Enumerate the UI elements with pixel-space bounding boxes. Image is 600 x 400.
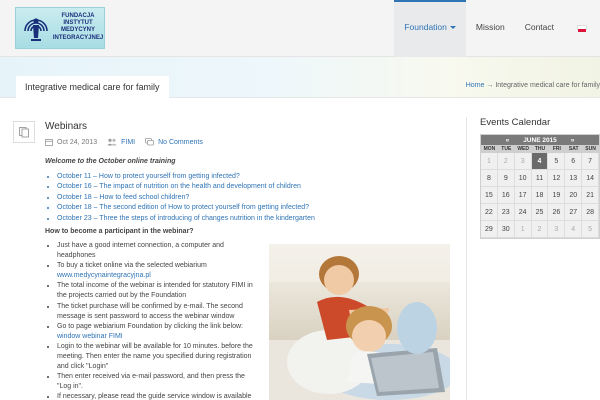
sidebar-divider (466, 117, 467, 400)
calendar-day[interactable]: 23 (498, 204, 515, 221)
calendar-day[interactable]: 6 (565, 153, 582, 170)
calendar-day[interactable]: 1 (481, 153, 498, 170)
post-title[interactable]: Webinars (45, 121, 88, 132)
step-item: • The ticket purchase will be confirmed by e-mail. The second message is sent password to access the webinar window (57, 302, 261, 322)
calendar-day[interactable]: 10 (515, 170, 532, 187)
calendar-day[interactable]: 4 (565, 221, 582, 238)
events-calendar (480, 134, 600, 239)
calendar-day[interactable]: 25 (532, 204, 549, 221)
how-to-heading: How to become a participant in the webinar? (45, 228, 194, 235)
weekday-label: MON (483, 146, 496, 152)
post-intro: Welcome to the October online training (45, 158, 176, 165)
calendar-day[interactable]: 2 (498, 153, 515, 170)
calendar-week (481, 170, 599, 187)
calendar-day[interactable]: 30 (498, 221, 515, 238)
calendar-day[interactable]: 20 (565, 187, 582, 204)
step-item (57, 322, 261, 342)
post-date-text: Oct 24, 2013 (57, 138, 98, 146)
calendar-day[interactable]: 8 (481, 170, 498, 187)
photo-illustration (269, 244, 450, 400)
calendar-day[interactable]: 3 (548, 221, 565, 238)
calendar-day[interactable]: 28 (582, 204, 599, 221)
calendar-week (481, 153, 599, 170)
post-format-icon (13, 121, 35, 143)
post-comments-link[interactable]: No Comments (158, 138, 203, 146)
calendar-day[interactable]: 13 (565, 170, 582, 187)
nav-item-foundation[interactable]: Foundation (394, 0, 466, 57)
logo-text: FUNDACJA INSTYTUT MEDYCYNY INTEGRACYJNEJ (52, 13, 104, 41)
polish-flag-icon (578, 26, 586, 32)
weekday-label: TUE (501, 146, 512, 152)
step-item: • The total income of the webinar is intended for statutory FIMI in the projects carried out by the Foundation (57, 281, 261, 301)
post-author (107, 138, 135, 146)
mother-child-laptop-photo (269, 244, 450, 400)
training-link[interactable]: • October 18 – How to feed school children? (57, 193, 315, 203)
site-logo[interactable] (15, 7, 105, 49)
page-title-band (0, 57, 600, 98)
calendar-day[interactable]: 29 (481, 221, 498, 238)
website-link[interactable]: www.medycynaintegracyjna.pl (57, 272, 151, 280)
webinar-window-link[interactable]: window webinar FIMI (57, 332, 123, 340)
breadcrumb-home-link[interactable]: Home (465, 82, 485, 89)
site-header (0, 0, 600, 57)
calendar-day[interactable]: 2 (532, 221, 549, 238)
page-title: Integrative medical care for family (16, 76, 169, 98)
calendar-day[interactable]: 26 (548, 204, 565, 221)
breadcrumb (466, 82, 600, 89)
calendar-day[interactable]: 21 (582, 187, 599, 204)
calendar-day[interactable]: 24 (515, 204, 532, 221)
training-link[interactable]: • October 23 – Three the steps of introducing of changes nutrition in the kindergarten (57, 214, 315, 224)
breadcrumb-current: Integrative medical care for family (495, 82, 600, 89)
step-text: To buy a ticket online via the selected webiarium (57, 262, 207, 270)
calendar-weekdays (481, 145, 599, 153)
training-link[interactable]: • October 11 – How to protect yourself from getting infected? (57, 172, 315, 182)
post-date (45, 138, 97, 146)
step-item: • Login to the webinar will be available for 10 minutes. before the meeting. Then enter the name you specified during registration and click "Login" (57, 342, 261, 372)
calendar-day[interactable]: 3 (515, 153, 532, 170)
training-link[interactable]: • October 16 – The impact of nutrition on the health and development of children (57, 182, 315, 192)
step-item: • If necessary, please read the guide service window is available (57, 392, 261, 400)
post-meta (45, 138, 213, 146)
calendar-day[interactable]: 14 (582, 170, 599, 187)
post-author-link[interactable]: FIMI (121, 138, 136, 146)
weekday-label: FRI (552, 146, 561, 152)
calendar-month-label: JUNE 2015 (523, 136, 557, 144)
weekday-label: THU (534, 146, 546, 152)
users-icon (107, 138, 117, 146)
calendar-day[interactable]: 15 (481, 187, 498, 204)
calendar-day[interactable]: 7 (582, 153, 599, 170)
calendar-day-today[interactable]: 4 (532, 153, 549, 170)
calendar-week (481, 204, 599, 221)
step-item: • Then enter received via e-mail password, and then press the "Log in". (57, 372, 261, 392)
calendar-day[interactable]: 18 (532, 187, 549, 204)
calendar-next-button[interactable]: » (570, 136, 575, 144)
calendar-day[interactable]: 27 (565, 204, 582, 221)
step-item: • Just have a good internet connection, a computer and headphones (57, 241, 261, 261)
main-nav (394, 0, 600, 57)
calendar-prev-button[interactable]: « (505, 136, 510, 144)
steps-list (57, 241, 261, 400)
training-list (57, 172, 315, 224)
calendar-month-bar (481, 135, 599, 145)
caret-down-icon (450, 26, 456, 29)
calendar-day[interactable]: 11 (532, 170, 549, 187)
weekday-label: SUN (585, 146, 596, 152)
training-link[interactable]: • October 18 – The second edition of How to protect yourself from getting infected? (57, 203, 315, 213)
nav-item-mission[interactable]: Mission (475, 22, 505, 32)
calendar-week (481, 187, 599, 204)
nav-item-contact[interactable]: Contact (524, 22, 554, 32)
calendar-day[interactable]: 5 (548, 153, 565, 170)
weekday-label: SAT (568, 146, 579, 152)
step-item (57, 261, 261, 281)
comments-icon (145, 138, 154, 146)
breadcrumb-separator: → (486, 82, 494, 89)
calendar-day[interactable]: 22 (481, 204, 498, 221)
calendar-day[interactable]: 16 (498, 187, 515, 204)
post-comments (145, 138, 203, 146)
calendar-day[interactable]: 17 (515, 187, 532, 204)
step-text: Go to page webiarium Foundation by clicking the link below: (57, 322, 243, 330)
calendar-day[interactable]: 12 (548, 170, 565, 187)
calendar-day[interactable]: 1 (515, 221, 532, 238)
weekday-label: WED (517, 146, 529, 152)
calendar-day[interactable]: 19 (548, 187, 565, 204)
calendar-week (481, 221, 599, 238)
logo-emblem-icon (21, 11, 51, 45)
document-icon (18, 126, 30, 138)
calendar-heading: Events Calendar (480, 117, 551, 128)
calendar-day[interactable]: 9 (498, 170, 515, 187)
calendar-icon (45, 138, 53, 146)
calendar-day[interactable]: 5 (582, 221, 599, 238)
language-switch[interactable] (564, 0, 600, 57)
